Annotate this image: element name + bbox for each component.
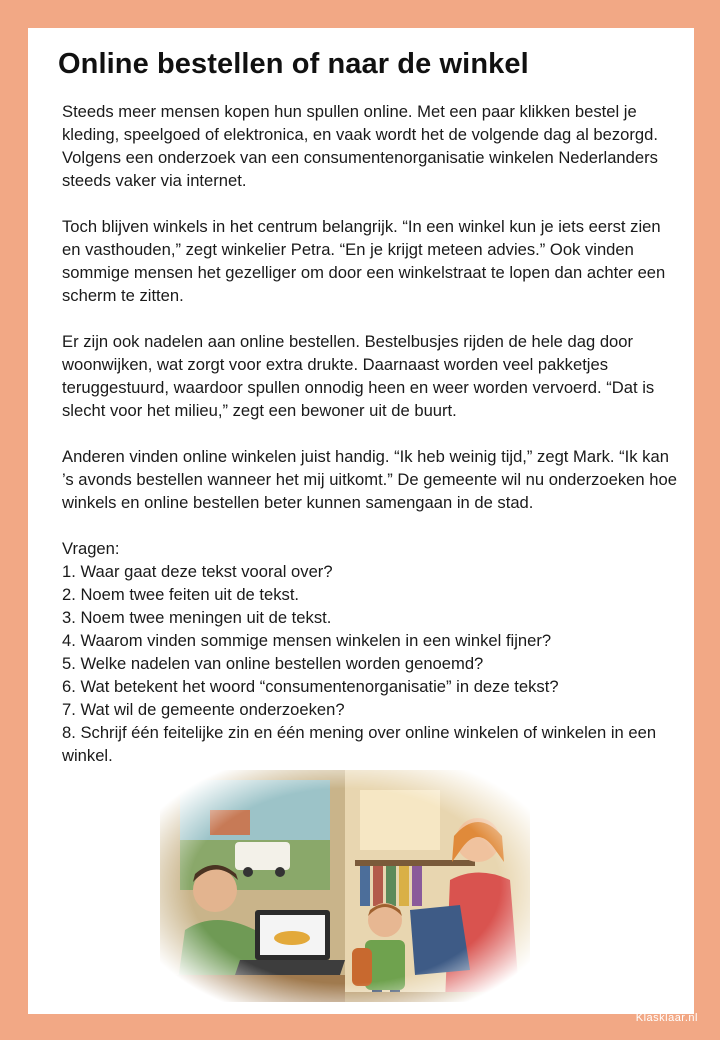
question-item: 3. Noem twee meningen uit de tekst. (62, 608, 332, 627)
question-item: 5. Welke nadelen van online bestellen worden genoemd? (62, 654, 484, 673)
paragraph-3: Er zijn ook nadelen aan online bestellen. Bestelbusjes rijden de hele dag door woonwijken, wat zorgt voor extra drukte. Daarnaast worden veel pakketjes teruggestuurd, waardoor spullen onnodig heen en weer worden vervoerd. “Dat is slecht voor het milieu,” zegt een bewoner uit de buurt. (62, 332, 655, 420)
backpack (352, 948, 372, 986)
delivery-van (235, 842, 290, 870)
question-item: 2. Noem twee feiten uit de tekst. (62, 585, 300, 604)
paragraph-1: Steeds meer mensen kopen hun spullen online. Met een paar klikken bestel je kleding, speelgoed of elektronica, en vaak wordt het de volgende dag al bezorgd. Volgens een onderzoek van een consumentenorganisatie winkelen Nederlanders steeds vaker via internet. (62, 102, 658, 190)
questions-heading: Vragen: (62, 539, 120, 558)
question-item: 8. Schrijf één feitelijke zin en één mening over online winkelen of winkelen in een winkel. (62, 723, 657, 765)
question-item: 6. Wat betekent het woord “consumentenorganisatie” in deze tekst? (62, 677, 559, 696)
shoe-icon (274, 931, 310, 945)
question-item: 7. Wat wil de gemeente onderzoeken? (62, 700, 345, 719)
article-body (62, 100, 682, 767)
question-item: 4. Waarom vinden sommige mensen winkelen in een winkel fijner? (62, 631, 552, 650)
question-item: 1. Waar gaat deze tekst vooral over? (62, 562, 333, 581)
paragraph-2: Toch blijven winkels in het centrum belangrijk. “In een winkel kun je iets eerst zien en vasthouden,” zegt winkelier Petra. “En je krijgt meteen advies.” Ook vinden sommige mensen het gezelliger om door een winkelstraat te lopen dan achter een scherm te zitten. (62, 217, 666, 305)
footer-credit: Klasklaar.nl (635, 1012, 698, 1024)
questions-list (62, 537, 682, 767)
shopping-illustration (160, 770, 530, 1002)
worksheet-page (28, 28, 694, 1014)
jacket (410, 905, 470, 975)
paragraph-4: Anderen vinden online winkelen juist handig. “Ik heb weinig tijd,” zegt Mark. “Ik kan ’s avonds bestellen wanneer het mij uitkomt.” De gemeente wil nu onderzoeken hoe winkels en online bestellen beter kunnen samengaan in de stad. (62, 447, 677, 512)
page-title: Online bestellen of naar de winkel (58, 48, 529, 80)
